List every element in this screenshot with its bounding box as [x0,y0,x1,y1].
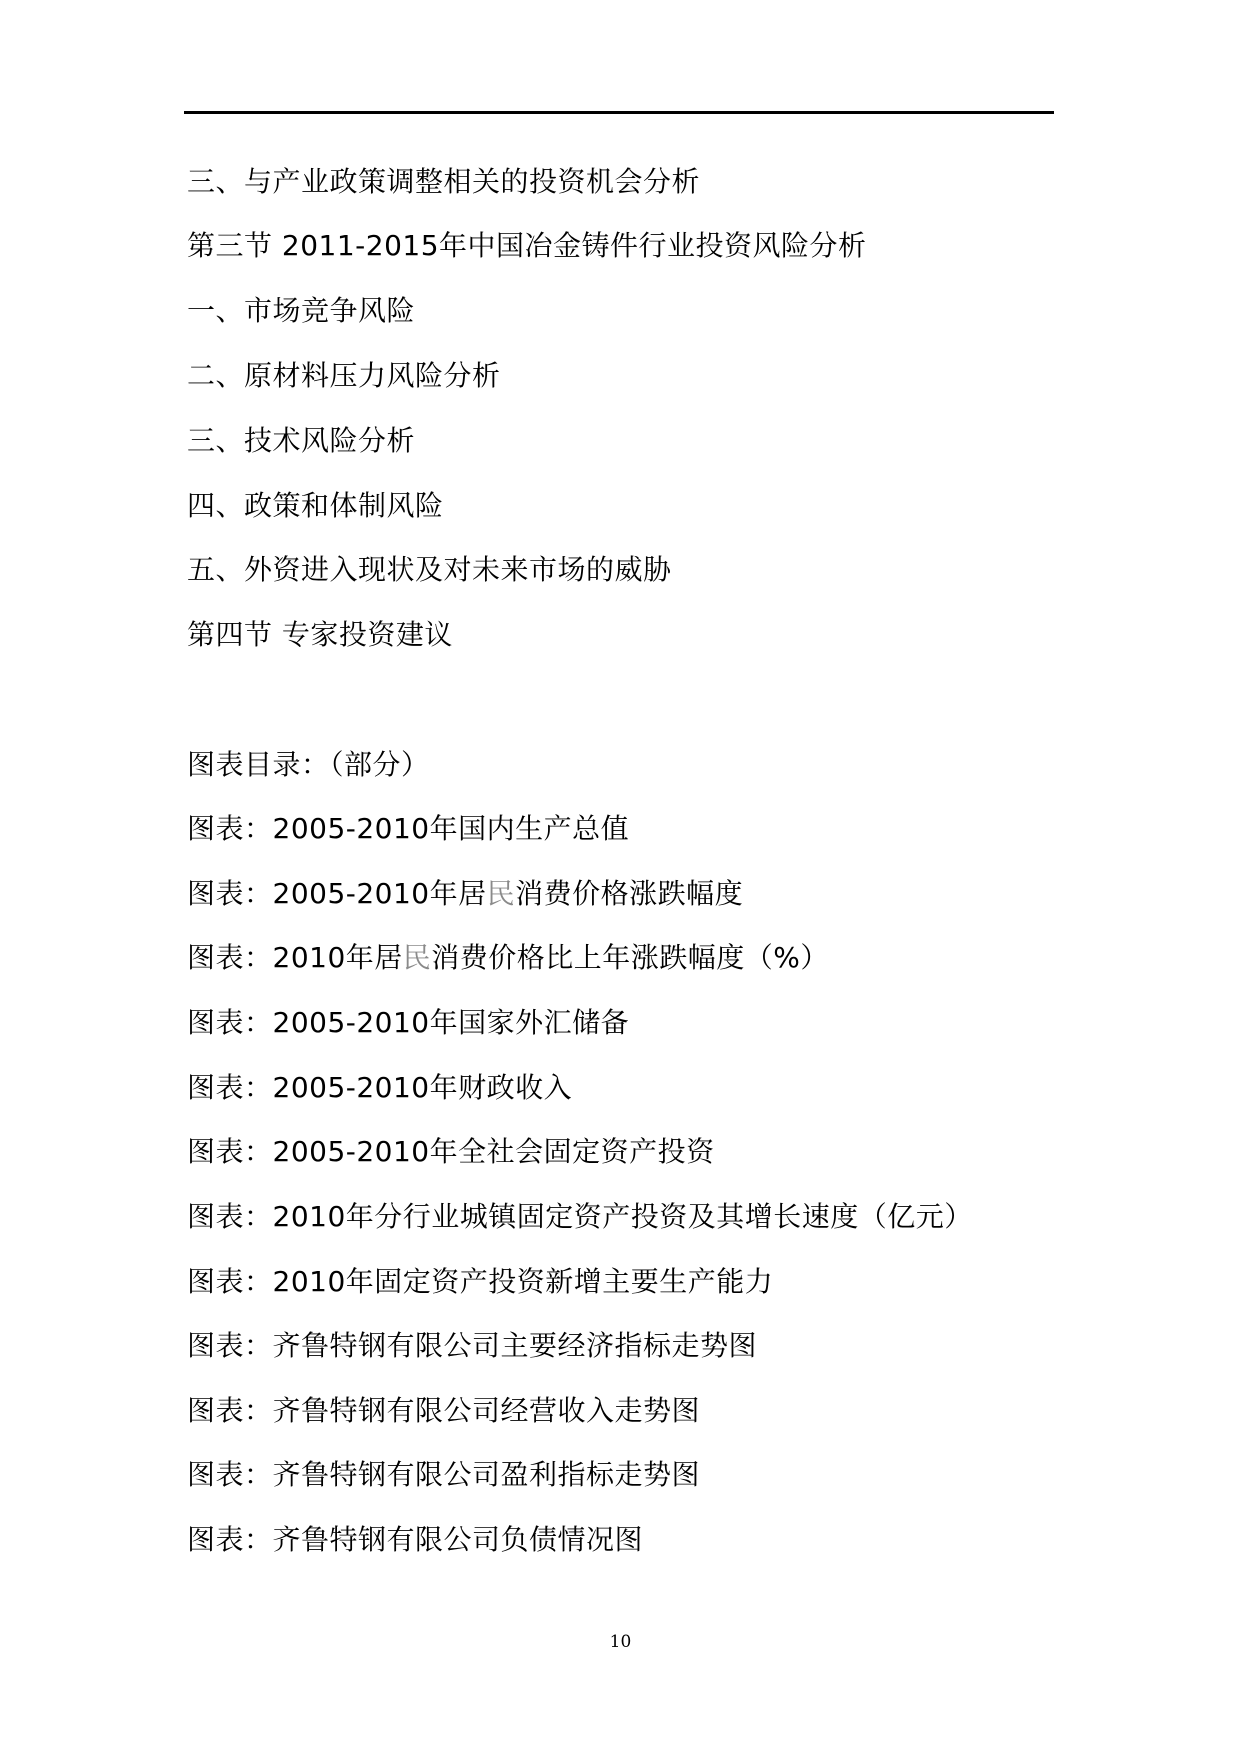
figure-list-item: 图表：2005-2010年国家外汇储备 [187,1006,630,1039]
figure-list-item: 图表：2005-2010年居民消费价格涨跌幅度 [187,877,744,910]
toc-section-heading: 第三节 2011-2015年中国冶金铸件行业投资风险分析 [187,229,867,262]
figure-list-item: 图表：齐鲁特钢有限公司经营收入走势图 [187,1394,701,1427]
figure-list-heading: 图表目录：（部分） [187,748,430,781]
figure-list-item: 图表：齐鲁特钢有限公司盈利指标走势图 [187,1458,701,1491]
figure-list-item: 图表：2005-2010年全社会固定资产投资 [187,1135,715,1168]
toc-item: 一、市场竞争风险 [187,294,416,327]
gray-character: 民 [486,877,516,910]
figure-list-item: 图表：2005-2010年财政收入 [187,1071,573,1104]
figure-list-item: 图表：2010年固定资产投资新增主要生产能力 [187,1265,774,1298]
toc-item: 五、外资进入现状及对未来市场的威胁 [187,553,672,586]
figure-list-item: 图表：2010年分行业城镇固定资产投资及其增长速度（亿元） [187,1200,973,1233]
figure-list-item: 图表：齐鲁特钢有限公司负债情况图 [187,1523,644,1556]
figure-list-item: 图表：齐鲁特钢有限公司主要经济指标走势图 [187,1329,758,1362]
toc-item: 三、技术风险分析 [187,424,416,457]
toc-item: 二、原材料压力风险分析 [187,359,501,392]
figure-list-item: 图表：2005-2010年国内生产总值 [187,812,630,845]
toc-section-heading: 第四节 专家投资建议 [187,618,453,651]
header-rule [184,111,1054,114]
figure-list-item: 图表：2010年居民消费价格比上年涨跌幅度（%） [187,941,829,974]
toc-item: 四、政策和体制风险 [187,489,444,522]
gray-character: 民 [402,941,432,974]
page-number: 10 [609,1632,632,1652]
toc-item: 三、与产业政策调整相关的投资机会分析 [187,165,701,198]
